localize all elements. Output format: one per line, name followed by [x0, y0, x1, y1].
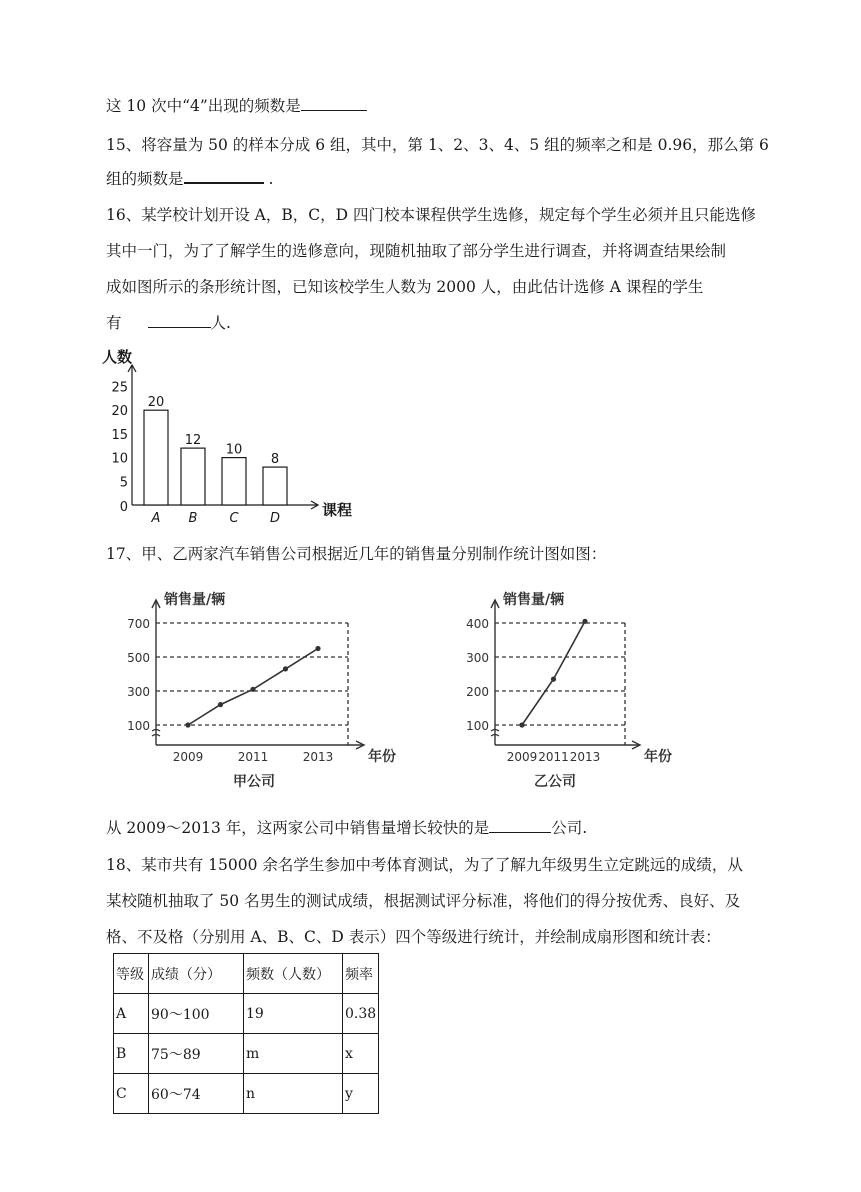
table-cell: 60～74	[149, 1074, 244, 1114]
y-tick-label: 25	[111, 380, 128, 396]
bar	[263, 467, 287, 505]
question-17: 17、甲、乙两家汽车销售公司根据近几年的销售量分别制作统计图如图：	[106, 545, 607, 563]
data-point	[519, 722, 524, 727]
table-cell: y	[343, 1074, 379, 1114]
bar-value-label: 8	[270, 452, 280, 468]
table-cell: A	[114, 994, 149, 1034]
y-tick-label: 100	[466, 719, 489, 733]
question-15-line1: 15、将容量为 50 的样本分成 6 组，其中，第 1、2、3、4、5 组的频率之和是 0.96，那么第 6	[106, 136, 769, 154]
y-tick-label: 0	[119, 500, 128, 515]
question-16-line4	[106, 311, 231, 333]
table-row	[114, 1034, 379, 1074]
header-cell: 频数（人数）	[244, 954, 343, 994]
x-tick-label: 2011	[538, 750, 569, 764]
x-tick-label: A	[151, 511, 161, 525]
q16-text: 有	[106, 314, 122, 332]
q16-end: 人.	[210, 314, 231, 332]
x-axis-label: 课程	[322, 501, 353, 519]
question-14-tail	[106, 94, 367, 116]
answer-blank	[148, 326, 211, 328]
table-header-row	[114, 954, 379, 994]
x-tick-label: 2013	[302, 750, 334, 764]
table-row	[114, 994, 379, 1034]
bar-value-label: 12	[184, 433, 202, 449]
y-tick-label: 200	[466, 685, 489, 699]
x-axis-label: 年份	[368, 749, 396, 765]
bar	[144, 410, 168, 505]
question-18-line1: 18、某市共有 15000 余名学生参加中考体育测试，为了了解九年级男生立定跳远的成绩，从	[106, 856, 743, 874]
q17-text: 从 2009～2013 年，这两家公司中销售量增长较快的是	[106, 819, 490, 837]
line-chart-jia	[120, 580, 420, 790]
chart-title: 甲公司	[233, 774, 275, 790]
line-chart-yi	[440, 580, 700, 790]
data-point	[315, 646, 320, 651]
x-tick-label: D	[269, 511, 281, 525]
y-tick-label: 400	[466, 617, 489, 631]
q15-text: 组的频数是	[106, 170, 184, 188]
y-axis-label: 人数	[102, 348, 133, 366]
bar-value-label: 10	[225, 442, 243, 458]
question-18-line3: 格、不及格（分别用 A、B、C、D 表示）四个等级进行统计，并绘制成扇形图和统计表：	[106, 928, 721, 946]
header-cell: 等级	[114, 954, 149, 994]
bar	[222, 458, 246, 505]
chart-title: 乙公司	[534, 774, 576, 790]
y-tick-label: 100	[127, 719, 150, 733]
x-tick-label: 2013	[569, 750, 601, 764]
question-18-line2: 某校随机抽取了 50 名男生的测试成绩，根据测试评分标准，将他们的得分按优秀、良好、及	[106, 892, 741, 910]
data-point	[582, 619, 587, 624]
data-point	[218, 702, 223, 707]
table-row	[114, 1074, 379, 1114]
y-tick-label: 500	[127, 651, 150, 665]
table-cell: B	[114, 1034, 149, 1074]
answer-blank	[301, 109, 367, 111]
table-cell: 75～89	[149, 1034, 244, 1074]
q17-end: 公司.	[551, 819, 588, 837]
bar-chart	[100, 345, 390, 525]
y-axis-label: 销售量/辆	[503, 592, 565, 608]
y-tick-label: 300	[127, 685, 150, 699]
question-16-line1: 16、某学校计划开设 A，B，C，D 四门校本课程供学生选修，规定每个学生必须并且只能选修	[106, 206, 756, 224]
question-16-line3: 成如图所示的条形统计图，已知该校学生人数为 2000 人，由此估计选修 A 课程的学生	[106, 278, 704, 296]
question-15-line2	[106, 167, 273, 189]
y-tick-label: 20	[111, 404, 128, 420]
y-tick-label: 700	[127, 617, 150, 631]
bar	[181, 448, 205, 505]
question-16-line2: 其中一门，为了了解学生的选修意向，现随机抽取了部分学生进行调查，并将调查结果绘制	[106, 242, 727, 260]
y-tick-label: 15	[111, 427, 128, 443]
series-line	[522, 621, 585, 725]
data-point	[283, 666, 288, 671]
x-tick-label: 2009	[172, 750, 204, 764]
table-cell: m	[244, 1034, 343, 1074]
x-tick-label: C	[229, 511, 239, 525]
header-cell: 频率	[343, 954, 379, 994]
y-tick-label: 10	[111, 451, 128, 467]
table-cell: 90～100	[149, 994, 244, 1034]
question-17-answer	[106, 816, 587, 838]
x-tick-label: B	[188, 511, 198, 525]
answer-blank	[489, 831, 551, 833]
table-cell: x	[343, 1034, 379, 1074]
y-tick-label: 300	[466, 651, 489, 665]
y-axis-label: 销售量/辆	[164, 592, 226, 608]
bar-value-label: 20	[147, 395, 165, 411]
table-cell: 0.38	[343, 994, 379, 1034]
data-point	[551, 677, 556, 682]
table-cell: n	[244, 1074, 343, 1114]
data-point	[185, 722, 190, 727]
q14-text: 这 10 次中“4”出现的频数是	[106, 97, 301, 115]
q15-end: .	[263, 170, 274, 188]
y-tick-label: 5	[119, 475, 128, 491]
stats-table	[113, 953, 379, 1114]
answer-blank	[184, 181, 264, 184]
x-tick-label: 2009	[506, 750, 538, 764]
x-axis-label: 年份	[644, 749, 672, 765]
table-cell: 19	[244, 994, 343, 1034]
table-cell: C	[114, 1074, 149, 1114]
header-cell: 成绩（分）	[149, 954, 244, 994]
x-tick-label: 2011	[237, 750, 269, 764]
data-point	[250, 687, 255, 692]
